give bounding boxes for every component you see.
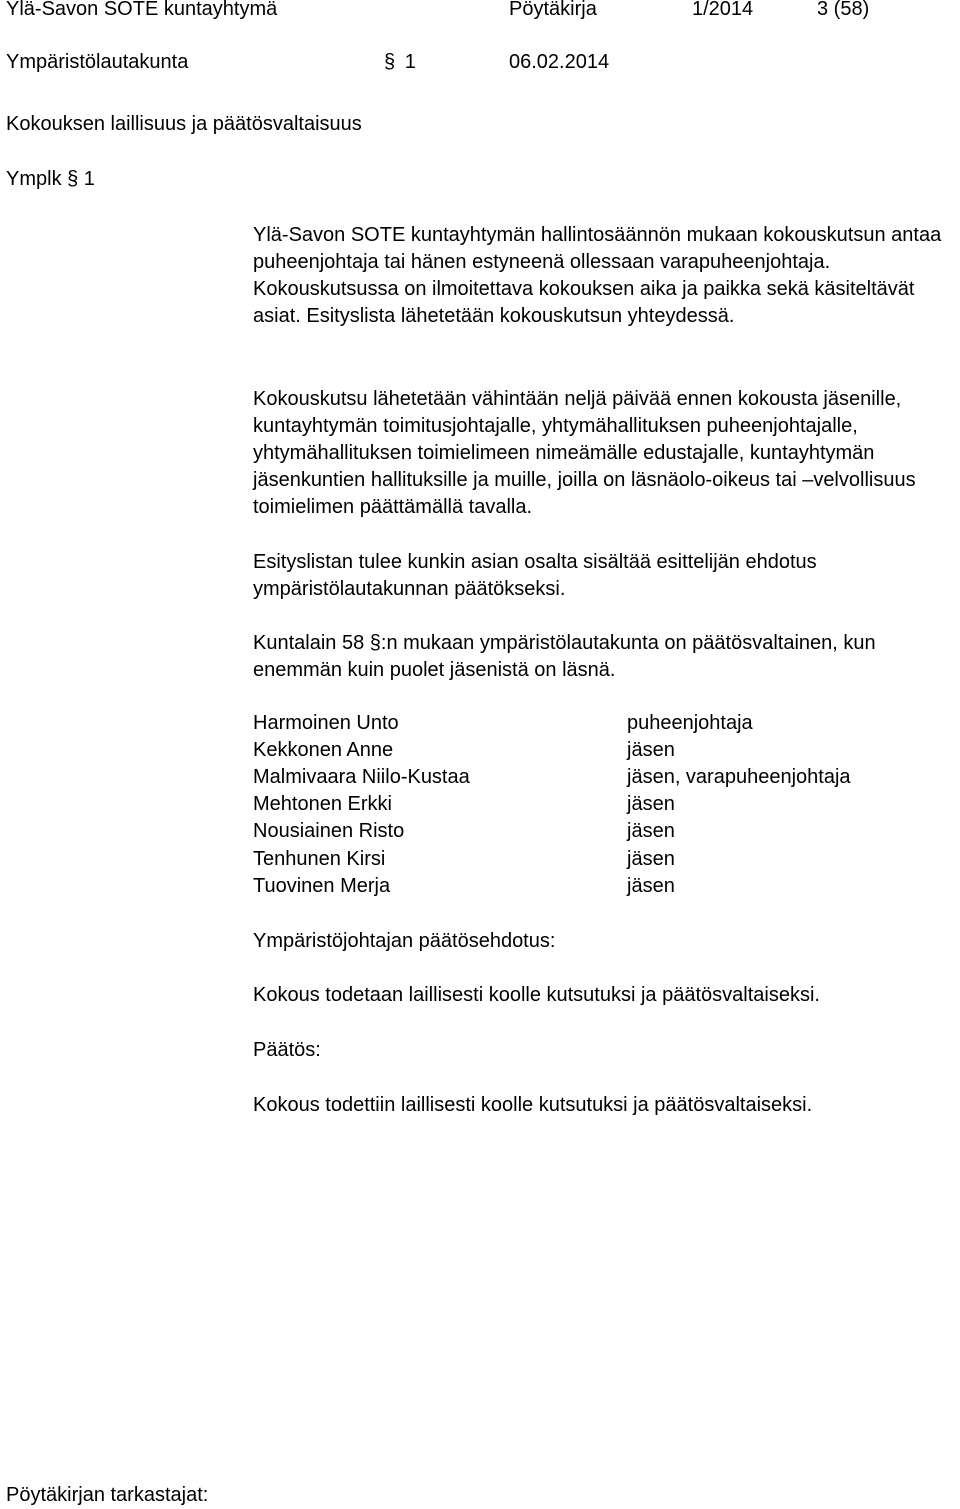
header-committee: Ympäristölautakunta [6, 51, 189, 73]
member-role: jäsen, varapuheenjohtaja [627, 766, 851, 788]
member-name: Tenhunen Kirsi [253, 848, 386, 870]
member-row [253, 712, 933, 739]
proposal-text: Kokous todetaan laillisesti koolle kutsutuksi ja päätösvaltaiseksi. [253, 984, 820, 1006]
member-row [253, 739, 933, 766]
member-row [253, 875, 933, 902]
reviewers-label: Pöytäkirjan tarkastajat: [6, 1484, 209, 1506]
header-page: 3 (58) [817, 0, 870, 20]
header-doc-number: 1/2014 [692, 0, 754, 20]
header-doc-type: Pöytäkirja [509, 0, 597, 20]
paragraph-1 [253, 222, 953, 330]
member-row [253, 793, 933, 820]
member-name: Harmoinen Unto [253, 712, 399, 734]
member-role: jäsen [627, 848, 675, 870]
member-row [253, 766, 933, 793]
paragraph-3 [253, 549, 953, 603]
page-title: Kokouksen laillisuus ja päätösvaltaisuus [6, 113, 362, 135]
member-name: Nousiainen Risto [253, 820, 405, 842]
decision-text: Kokous todettiin laillisesti koolle kutsutuksi ja päätösvaltaiseksi. [253, 1094, 813, 1116]
proposal-label: Ympäristöjohtajan päätösehdotus: [253, 930, 556, 952]
paragraph-4 [253, 630, 943, 684]
section-symbol: § [384, 51, 396, 73]
paragraph-2 [253, 386, 953, 521]
section-number: 1 [404, 51, 416, 73]
member-role: jäsen [627, 793, 675, 815]
member-name: Mehtonen Erkki [253, 793, 392, 815]
item-label: Ymplk § 1 [6, 168, 95, 190]
member-name: Malmivaara Niilo-Kustaa [253, 766, 470, 788]
member-name: Kekkonen Anne [253, 739, 394, 761]
header-org: Ylä-Savon SOTE kuntayhtymä [6, 0, 278, 20]
paragraph-text: Kokouskutsu lähetetään vähintään neljä päivää ennen kokousta jäsenille, kuntayhtymän toimitusjohtajalle, yhtymähallituksen puheenjohtajalle, yhtymähallituksen toimielimeen nimeämälle edustajalle, kuntayhtymän jäsenkuntien hallituksille ja muille, joilla on läsnäolo-oikeus tai –velvollisuus toimielimen päättämällä tavalla. [253, 388, 916, 518]
member-row [253, 820, 933, 847]
member-role: jäsen [627, 875, 675, 897]
member-role: puheenjohtaja [627, 712, 753, 734]
header-section [384, 51, 416, 74]
header-date: 06.02.2014 [509, 51, 610, 73]
member-name: Tuovinen Merja [253, 875, 391, 897]
paragraph-text: Esityslistan tulee kunkin asian osalta sisältää esittelijän ehdotus ympäristölautakunnan päätökseksi. [253, 551, 817, 600]
paragraph-text: Ylä-Savon SOTE kuntayhtymän hallintosäännön mukaan kokouskutsun antaa puheenjohtaja tai hänen estyneenä ollessaan varapuheenjohtaja. Kokouskutsussa on ilmoitettava kokouksen aika ja paikka sekä käsiteltävät asiat. Esityslista lähetetään kokouskutsun yhteydessä. [253, 224, 942, 327]
member-role: jäsen [627, 820, 675, 842]
decision-label: Päätös: [253, 1039, 321, 1061]
member-row [253, 848, 933, 875]
paragraph-text: Kuntalain 58 §:n mukaan ympäristölautakunta on päätösvaltainen, kun enemmän kuin puolet jäsenistä on läsnä. [253, 632, 876, 681]
member-role: jäsen [627, 739, 675, 761]
